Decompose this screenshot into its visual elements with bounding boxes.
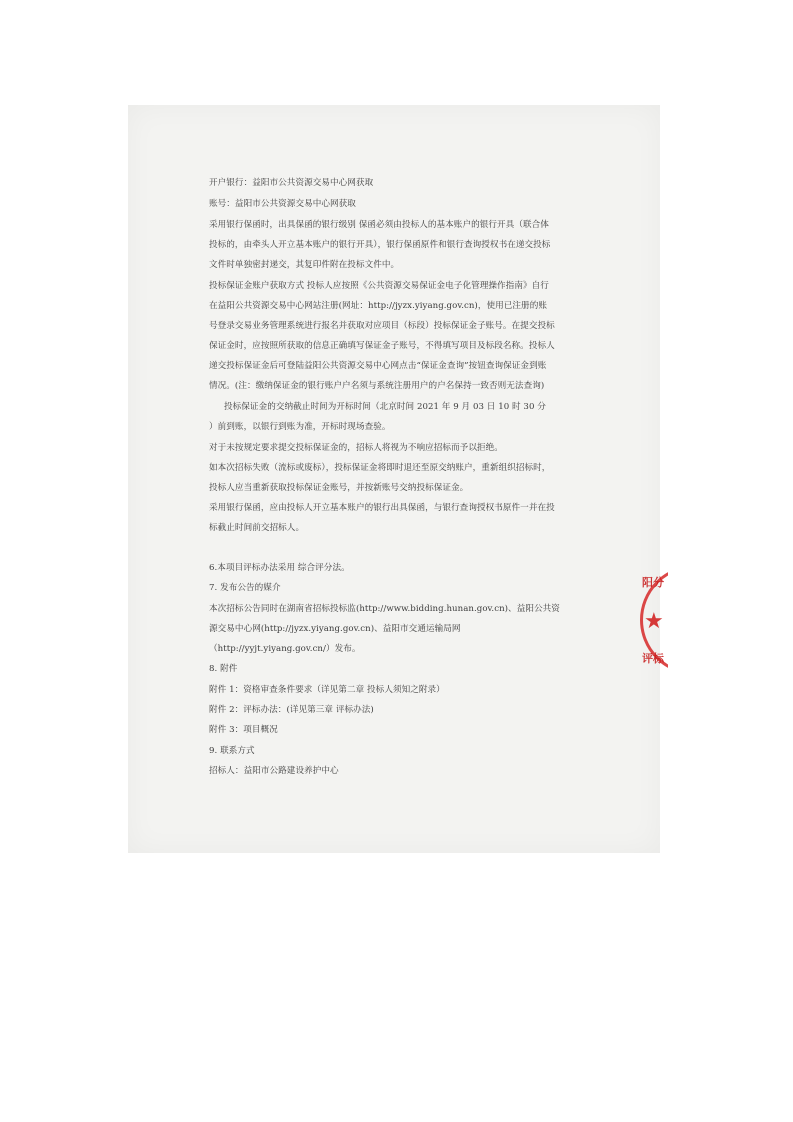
text-line: 情况。(注：缴纳保证金的银行账户户名须与系统注册用户的户名保持一致否则无法查询)	[209, 381, 545, 391]
text-line: 附件 2：评标办法：(详见第三章 评标办法)	[209, 705, 374, 715]
text-line: （http://yyjt.yiyang.gov.cn/）发布。	[209, 644, 361, 654]
text-line: 递交投标保证金后可登陆益阳公共资源交易中心网点击“保证金查询”按钮查询保证金到账	[209, 361, 547, 371]
text-line: 对于未按规定要求提交投标保证金的，招标人将视为不响应招标而予以拒绝。	[209, 443, 503, 453]
text-line: 投标的，由牵头人开立基本账户的银行开具），银行保函原件和银行查询授权书在递交投标	[209, 240, 551, 250]
text-line: 投标保证金账户获取方式 投标人应按照《公共资源交易保证金电子化管理操作指南》自行	[209, 281, 549, 291]
seal-text: 阳分	[642, 576, 664, 589]
text-line: 投标保证金的交纳截止时间为开标时间（北京时间 2021 年 9 月 03 日 10 时 30 分	[224, 402, 546, 412]
text-line: 采用银行保函时，出具保函的银行级别 保函必须由投标人的基本账户的银行开具（联合体	[209, 220, 549, 230]
text-line: 附件 1：资格审查条件要求（详见第二章 投标人须知之附录）	[209, 685, 445, 695]
text-line: 标截止时间前交招标人。	[209, 523, 305, 533]
text-line: 在益阳公共资源交易中心网站注册(网址：http://jyzx.yiyang.gov.cn)，使用已注册的账	[209, 301, 547, 311]
text-line: 号登录交易业务管理系统进行报名并获取对应项目（标段）投标保证金子账号。在提交投标	[209, 321, 555, 331]
section-heading: 8. 附件	[209, 664, 238, 674]
text-line: 投标人应当重新获取投标保证金账号，并按新账号交纳投标保证金。	[209, 483, 469, 493]
text-line: ）前到账，以银行到账为准，开标时现场查验。	[209, 422, 391, 432]
section-heading: 9. 联系方式	[209, 746, 255, 756]
text-line: 招标人：益阳市公路建设养护中心	[209, 766, 339, 776]
text-line: 如本次招标失败（流标或废标），投标保证金将即时退还至原交纳账户，重新组织招标时，	[209, 463, 551, 473]
text-line: 采用银行保函，应由投标人开立基本账户的银行出具保函，与银行查询授权书原件一并在投	[209, 503, 555, 513]
text-line: 本次招标公告同时在湖南省招标投标监(http://www.bidding.hunan.gov.cn)、益阳公共资	[209, 604, 560, 614]
text-line: 源交易中心网(http://jyzx.yiyang.gov.cn)、益阳市交通运输局网	[209, 624, 461, 634]
section-heading: 7. 发布公告的媒介	[209, 583, 281, 593]
text-line: 文件时单独密封递交，其复印件附在投标文件中。	[209, 260, 400, 270]
seal-text: 评标	[642, 652, 664, 665]
official-seal	[640, 565, 668, 685]
text-line: 保证金时，应按照所获取的信息正确填写保证金子账号，不得填写项目及标段名称。投标人	[209, 341, 555, 351]
text-line: 账号：益阳市公共资源交易中心网获取	[209, 199, 356, 209]
scanned-page	[128, 105, 660, 853]
star-icon: ★	[644, 609, 664, 634]
text-line: 开户银行：益阳市公共资源交易中心网获取	[209, 178, 374, 188]
text-line: 附件 3：项目概况	[209, 725, 278, 735]
section-heading: 6.本项目评标办法采用 综合评分法。	[209, 563, 350, 573]
